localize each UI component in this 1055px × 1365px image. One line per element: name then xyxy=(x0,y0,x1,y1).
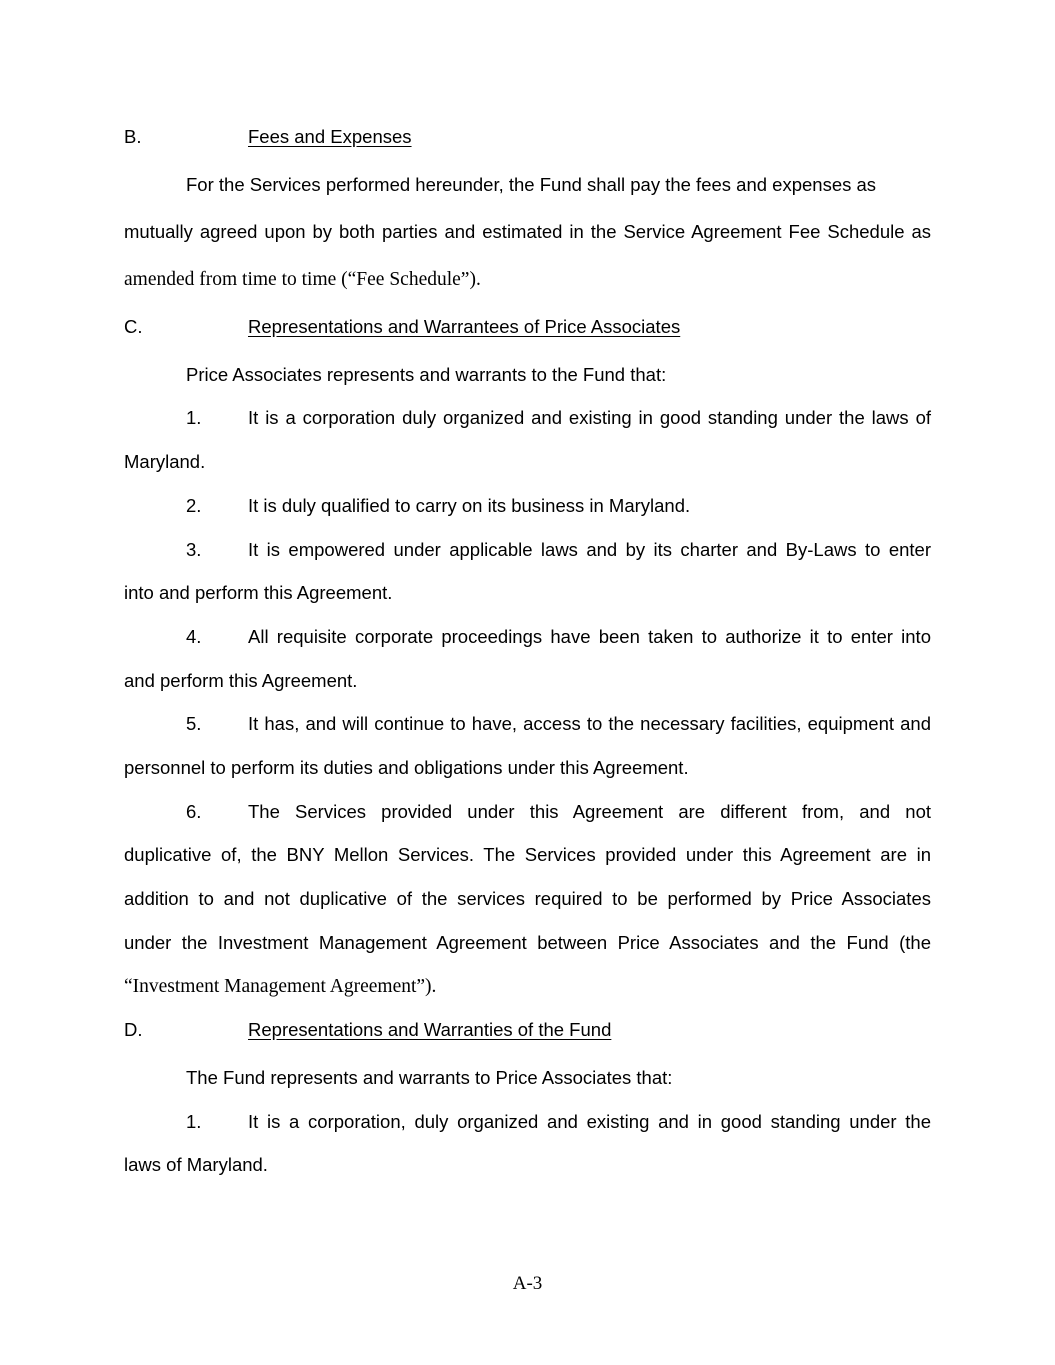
section-c-item-3-number: 3. xyxy=(186,539,202,560)
section-d-item-1-number: 1. xyxy=(186,1111,202,1132)
section-c-title: Representations and Warrantees of Price Associates xyxy=(248,316,681,337)
section-d-intro: The Fund represents and warrants to Price Associates that: xyxy=(186,1067,673,1088)
section-b-para-line-3: amended from time to time (“Fee Schedule”). xyxy=(124,269,481,290)
section-c-item-1-line-1: It is a corporation duly organized and existing in good standing under the laws of xyxy=(248,407,931,428)
section-c-item-2-number: 2. xyxy=(186,495,202,516)
section-c-item-6-number: 6. xyxy=(186,801,202,822)
section-c-item-4-line-1: All requisite corporate proceedings have been taken to authorize it to enter into xyxy=(248,626,931,647)
section-d-item-1-line-1: It is a corporation, duly organized and existing and in good standing under the xyxy=(248,1111,931,1132)
section-c-item-4-line-2: and perform this Agreement. xyxy=(124,670,358,691)
section-c-item-5-line-1: It has, and will continue to have, access to the necessary facilities, equipment and xyxy=(248,713,931,734)
section-d-item-1-line-2: laws of Maryland. xyxy=(124,1154,268,1175)
section-c-letter: C. xyxy=(124,316,143,337)
section-b-letter: B. xyxy=(124,126,142,147)
section-c-item-1-number: 1. xyxy=(186,407,202,428)
section-c-item-4-number: 4. xyxy=(186,626,202,647)
section-c-item-6-line-3: addition to and not duplicative of the services required to be performed by Price Associates xyxy=(124,888,931,909)
section-c-item-5-line-2: personnel to perform its duties and obligations under this Agreement. xyxy=(124,757,689,778)
section-c-item-5-number: 5. xyxy=(186,713,202,734)
section-c-item-6-line-1: The Services provided under this Agreement are different from, and not xyxy=(248,801,931,822)
section-c-item-2-line-1: It is duly qualified to carry on its business in Maryland. xyxy=(248,495,691,516)
section-b-title: Fees and Expenses xyxy=(248,126,412,147)
section-c-item-6-line-2: duplicative of, the BNY Mellon Services. The Services provided under this Agreement are in xyxy=(124,844,931,865)
section-c-intro: Price Associates represents and warrants to the Fund that: xyxy=(186,364,667,385)
section-c-item-1-line-2: Maryland. xyxy=(124,451,206,472)
section-d-title: Representations and Warranties of the Fund xyxy=(248,1019,612,1040)
section-c-item-6-line-4: under the Investment Management Agreement between Price Associates and the Fund (the xyxy=(124,932,931,953)
section-b-para-line-1: For the Services performed hereunder, the Fund shall pay the fees and expenses as xyxy=(186,174,877,195)
section-c-item-6-line-5: “Investment Management Agreement”). xyxy=(124,976,437,997)
section-c-item-3-line-2: into and perform this Agreement. xyxy=(124,582,393,603)
page-number: A-3 xyxy=(512,1273,543,1294)
section-c-item-3-line-1: It is empowered under applicable laws and by its charter and By-Laws to enter xyxy=(248,539,931,560)
section-d-letter: D. xyxy=(124,1019,143,1040)
section-b-para-line-2: mutually agreed upon by both parties and estimated in the Service Agreement Fee Schedule as xyxy=(124,221,931,242)
